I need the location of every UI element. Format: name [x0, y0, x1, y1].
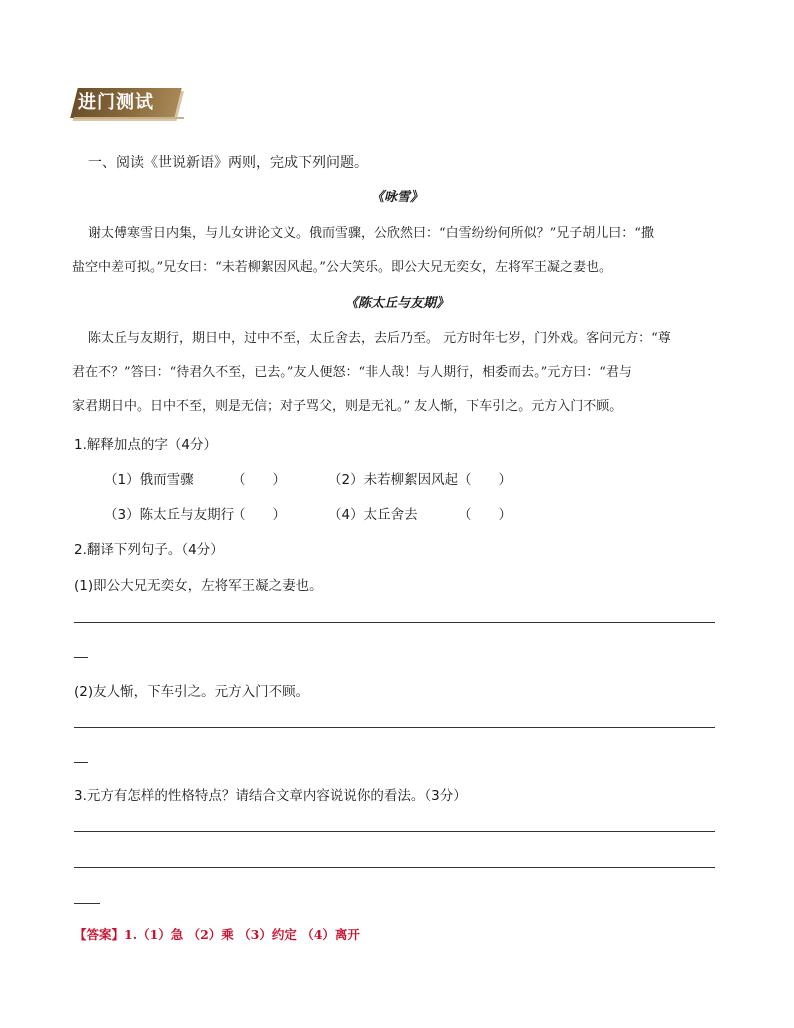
answer-line[interactable]	[74, 727, 715, 728]
item-text: （2）未若柳絮因风起	[328, 472, 459, 488]
answer-line[interactable]	[74, 831, 715, 832]
answer-key	[74, 925, 360, 943]
sub-question-2-heading: 2.翻译下列句子。（4分）	[74, 542, 224, 558]
section-title: 进门测试	[78, 92, 154, 113]
answer-line[interactable]	[74, 622, 715, 623]
passage-2-line: 家君期日中。日中不至，则是无信；对子骂父，则是无礼。” 友人惭，下车引之。元方入门不顾。	[72, 399, 623, 414]
answer-label: 【答案】	[74, 927, 125, 942]
answer-blank[interactable]: （ ）	[232, 507, 286, 523]
translate-sentence-1: (1)即公大兄无奕女，左将军王凝之妻也。	[74, 578, 323, 594]
item-text: （4）太丘舍去	[328, 507, 418, 523]
section-underline	[74, 117, 184, 119]
answer-line-end	[74, 903, 100, 904]
answer-blank[interactable]: （ ）	[458, 507, 512, 523]
passage-1	[72, 217, 728, 285]
passage-2	[72, 322, 728, 424]
translate-sentence-2: (2)友人惭，下车引之。元方入门不顾。	[74, 684, 310, 700]
answer-blank[interactable]: （ ）	[232, 472, 286, 488]
item-text: （1）俄而雪骤	[104, 472, 194, 488]
passage-1-line: 谢太傅寒雪日内集，与儿女讲论文义。俄而雪骤，公欣然曰：“白雪纷纷何所似？”兄子胡儿曰：“撒	[88, 226, 654, 241]
question-heading: 一、阅读《世说新语》两则，完成下列问题。	[88, 155, 368, 171]
answer-line-end	[74, 657, 88, 658]
answer-line[interactable]	[74, 867, 715, 868]
passage-title-1: 《咏雪》	[370, 190, 423, 205]
passage-2-line: 君在不？”答曰：“待君久不至，已去。”友人便怒：“非人哉！与人期行，相委而去。”元方曰：“君与	[72, 365, 632, 380]
passage-1-line: 盐空中差可拟。”兄女曰：“未若柳絮因风起。”公大笑乐。即公大兄无奕女，左将军王凝之妻也。	[72, 260, 612, 275]
answer-line-end	[74, 762, 88, 763]
passage-2-line: 陈太丘与友期行，期日中，过中不至，太丘舍去，去后乃至。 元方时年七岁，门外戏。客问元方：“尊	[88, 331, 671, 346]
passage-title-2: 《陈太丘与友期》	[344, 296, 449, 311]
answer-blank[interactable]: （ ）	[458, 472, 512, 488]
item-text: （3）陈太丘与友期行	[104, 507, 235, 523]
answer-text: 1.（1）急 （2）乘 （3）约定 （4）离开	[124, 927, 360, 942]
sub-question-1-heading: 1.解释加点的字（4分）	[74, 437, 217, 453]
sub-question-3-heading: 3.元方有怎样的性格特点？请结合文章内容说说你的看法。（3分）	[74, 788, 467, 804]
